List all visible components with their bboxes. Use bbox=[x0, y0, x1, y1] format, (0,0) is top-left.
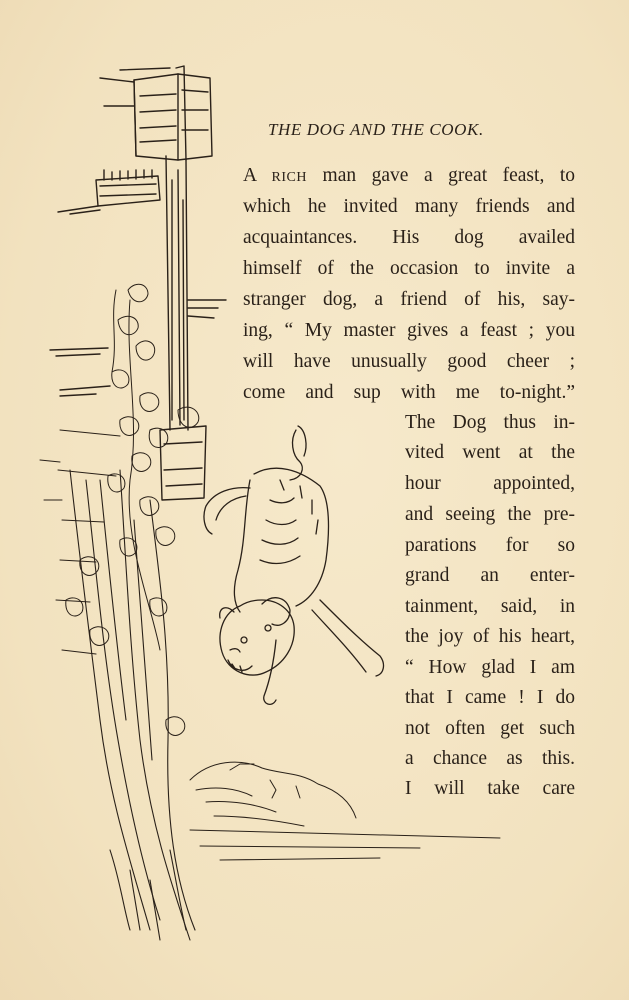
text-line-15: tainment, said, in bbox=[405, 596, 575, 617]
text-line-14: grand an enter- bbox=[405, 565, 575, 586]
tree-trunk-icon bbox=[40, 430, 195, 940]
text-line-21: I will take care bbox=[405, 778, 575, 799]
small-caps-word: RICH bbox=[271, 170, 307, 185]
text-line-4: himself of the occasion to invite a bbox=[243, 258, 575, 279]
text-line-20: a chance as this. bbox=[405, 748, 575, 769]
text-line-16: the joy of his heart, bbox=[405, 626, 575, 647]
text-line-19: not often get such bbox=[405, 718, 575, 739]
text-line-10: vited went at the bbox=[405, 442, 575, 463]
text-line-1-rest: man gave a great feast, to bbox=[322, 165, 576, 186]
text-line-7: will have unusually good cheer ; bbox=[243, 351, 575, 372]
text-line-3: acquaintances. His dog availed bbox=[243, 227, 575, 248]
drop-letter: A bbox=[243, 165, 257, 186]
text-line-17: “ How glad I am bbox=[405, 657, 575, 678]
text-line-2: which he invited many friends and bbox=[243, 196, 575, 217]
text-line-11: hour appointed, bbox=[405, 473, 575, 494]
text-line-8: come and sup with me to-night.” bbox=[243, 382, 575, 403]
text-line-9: The Dog thus in- bbox=[405, 412, 575, 433]
text-line-18: that I came ! I do bbox=[405, 687, 575, 708]
text-line-12: and seeing the pre- bbox=[405, 504, 575, 525]
falling-dog-icon bbox=[204, 426, 383, 704]
rock-icon bbox=[190, 762, 500, 860]
text-line-13: parations for so bbox=[405, 535, 575, 556]
text-line-1 bbox=[243, 166, 575, 186]
page-title: THE DOG AND THE COOK. bbox=[268, 120, 484, 139]
wooden-post-icon bbox=[50, 66, 226, 500]
text-line-6: ing, “ My master gives a feast ; you bbox=[243, 320, 575, 341]
text-line-5: stranger dog, a friend of his, say- bbox=[243, 289, 575, 310]
